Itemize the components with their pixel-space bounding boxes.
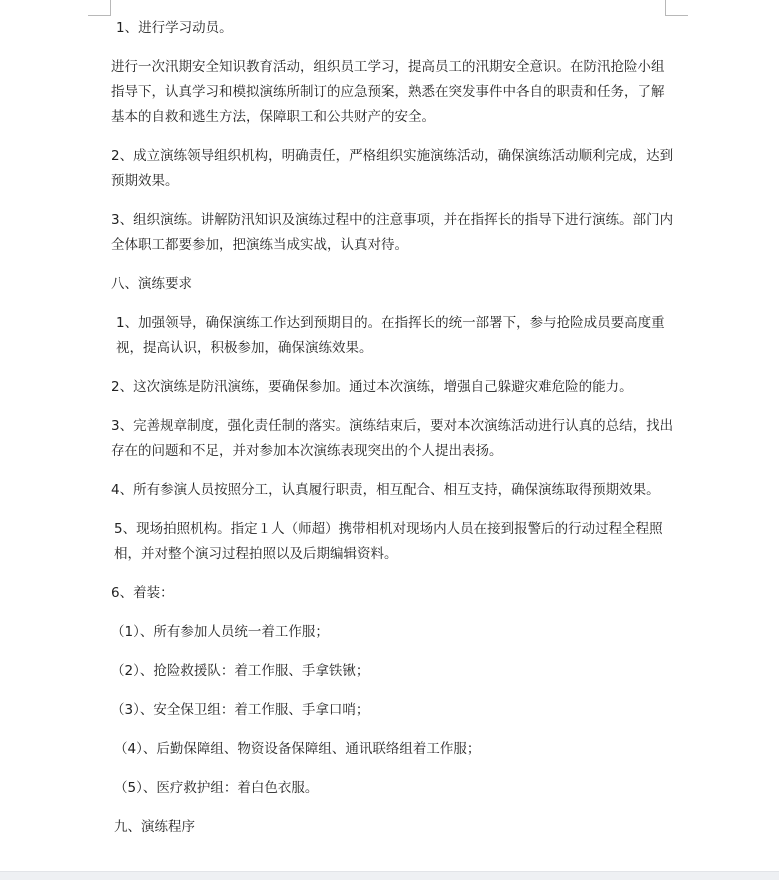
page-corner-mark-left <box>88 0 111 16</box>
paragraph: 1、进行学习动员。 <box>116 20 233 36</box>
section-heading: 九、演练程序 <box>114 819 195 835</box>
paragraph: 5、现场拍照机构。指定１人（师超）携带相机对现场内人员在接到报警后的行动过程全程照相，并对整个演习过程拍照以及后期编辑资料。 <box>114 521 663 562</box>
paragraph: 6、着装： <box>111 585 174 601</box>
paragraph: 3、组织演练。讲解防汛知识及演练过程中的注意事项，并在指挥长的指导下进行演练。部门内全体职工都要参加，把演练当成实战，认真对待。 <box>111 212 674 253</box>
paragraph: 2、成立演练领导组织机构，明确责任，严格组织实施演练活动，确保演练活动顺利完成，达到预期效果。 <box>111 148 674 189</box>
paragraph: 4、所有参演人员按照分工，认真履行职责，相互配合、相互支持，确保演练取得预期效果。 <box>111 482 660 498</box>
paragraph: 进行一次汛期安全知识教育活动，组织员工学习，提高员工的汛期安全意识。在防汛抢险小组指导下，认真学习和模拟演练所制订的应急预案，熟悉在突发事件中各自的职责和任务，了解基本的自救和逃生方法，保障职工和公共财产的安全。 <box>111 59 665 125</box>
section-heading: 八、演练要求 <box>111 276 192 292</box>
list-item: （4）、后勤保障组、物资设备保障组、通讯联络组着工作服； <box>114 741 481 757</box>
list-item: （2）、抢险救援队：着工作服、手拿铁锹； <box>111 663 370 679</box>
page-bottom-strip <box>0 871 779 880</box>
list-item: （5）、医疗救护组：着白色衣服。 <box>114 780 319 796</box>
paragraph: 1、加强领导，确保演练工作达到预期目的。在指挥长的统一部署下，参与抢险成员要高度重视，提高认识，积极参加，确保演练效果。 <box>116 315 665 356</box>
paragraph: 2、这次演练是防汛演练，要确保参加。通过本次演练，增强自己躲避灾难危险的能力。 <box>111 379 633 395</box>
list-item: （3）、安全保卫组：着工作服、手拿口哨； <box>111 702 370 718</box>
document-body <box>111 16 676 840</box>
page-corner-mark-right <box>665 0 688 16</box>
list-item: （1）、所有参加人员统一着工作服； <box>111 624 329 640</box>
paragraph: 3、完善规章制度，强化责任制的落实。演练结束后，要对本次演练活动进行认真的总结，找出存在的问题和不足，并对参加本次演练表现突出的个人提出表扬。 <box>111 418 674 459</box>
